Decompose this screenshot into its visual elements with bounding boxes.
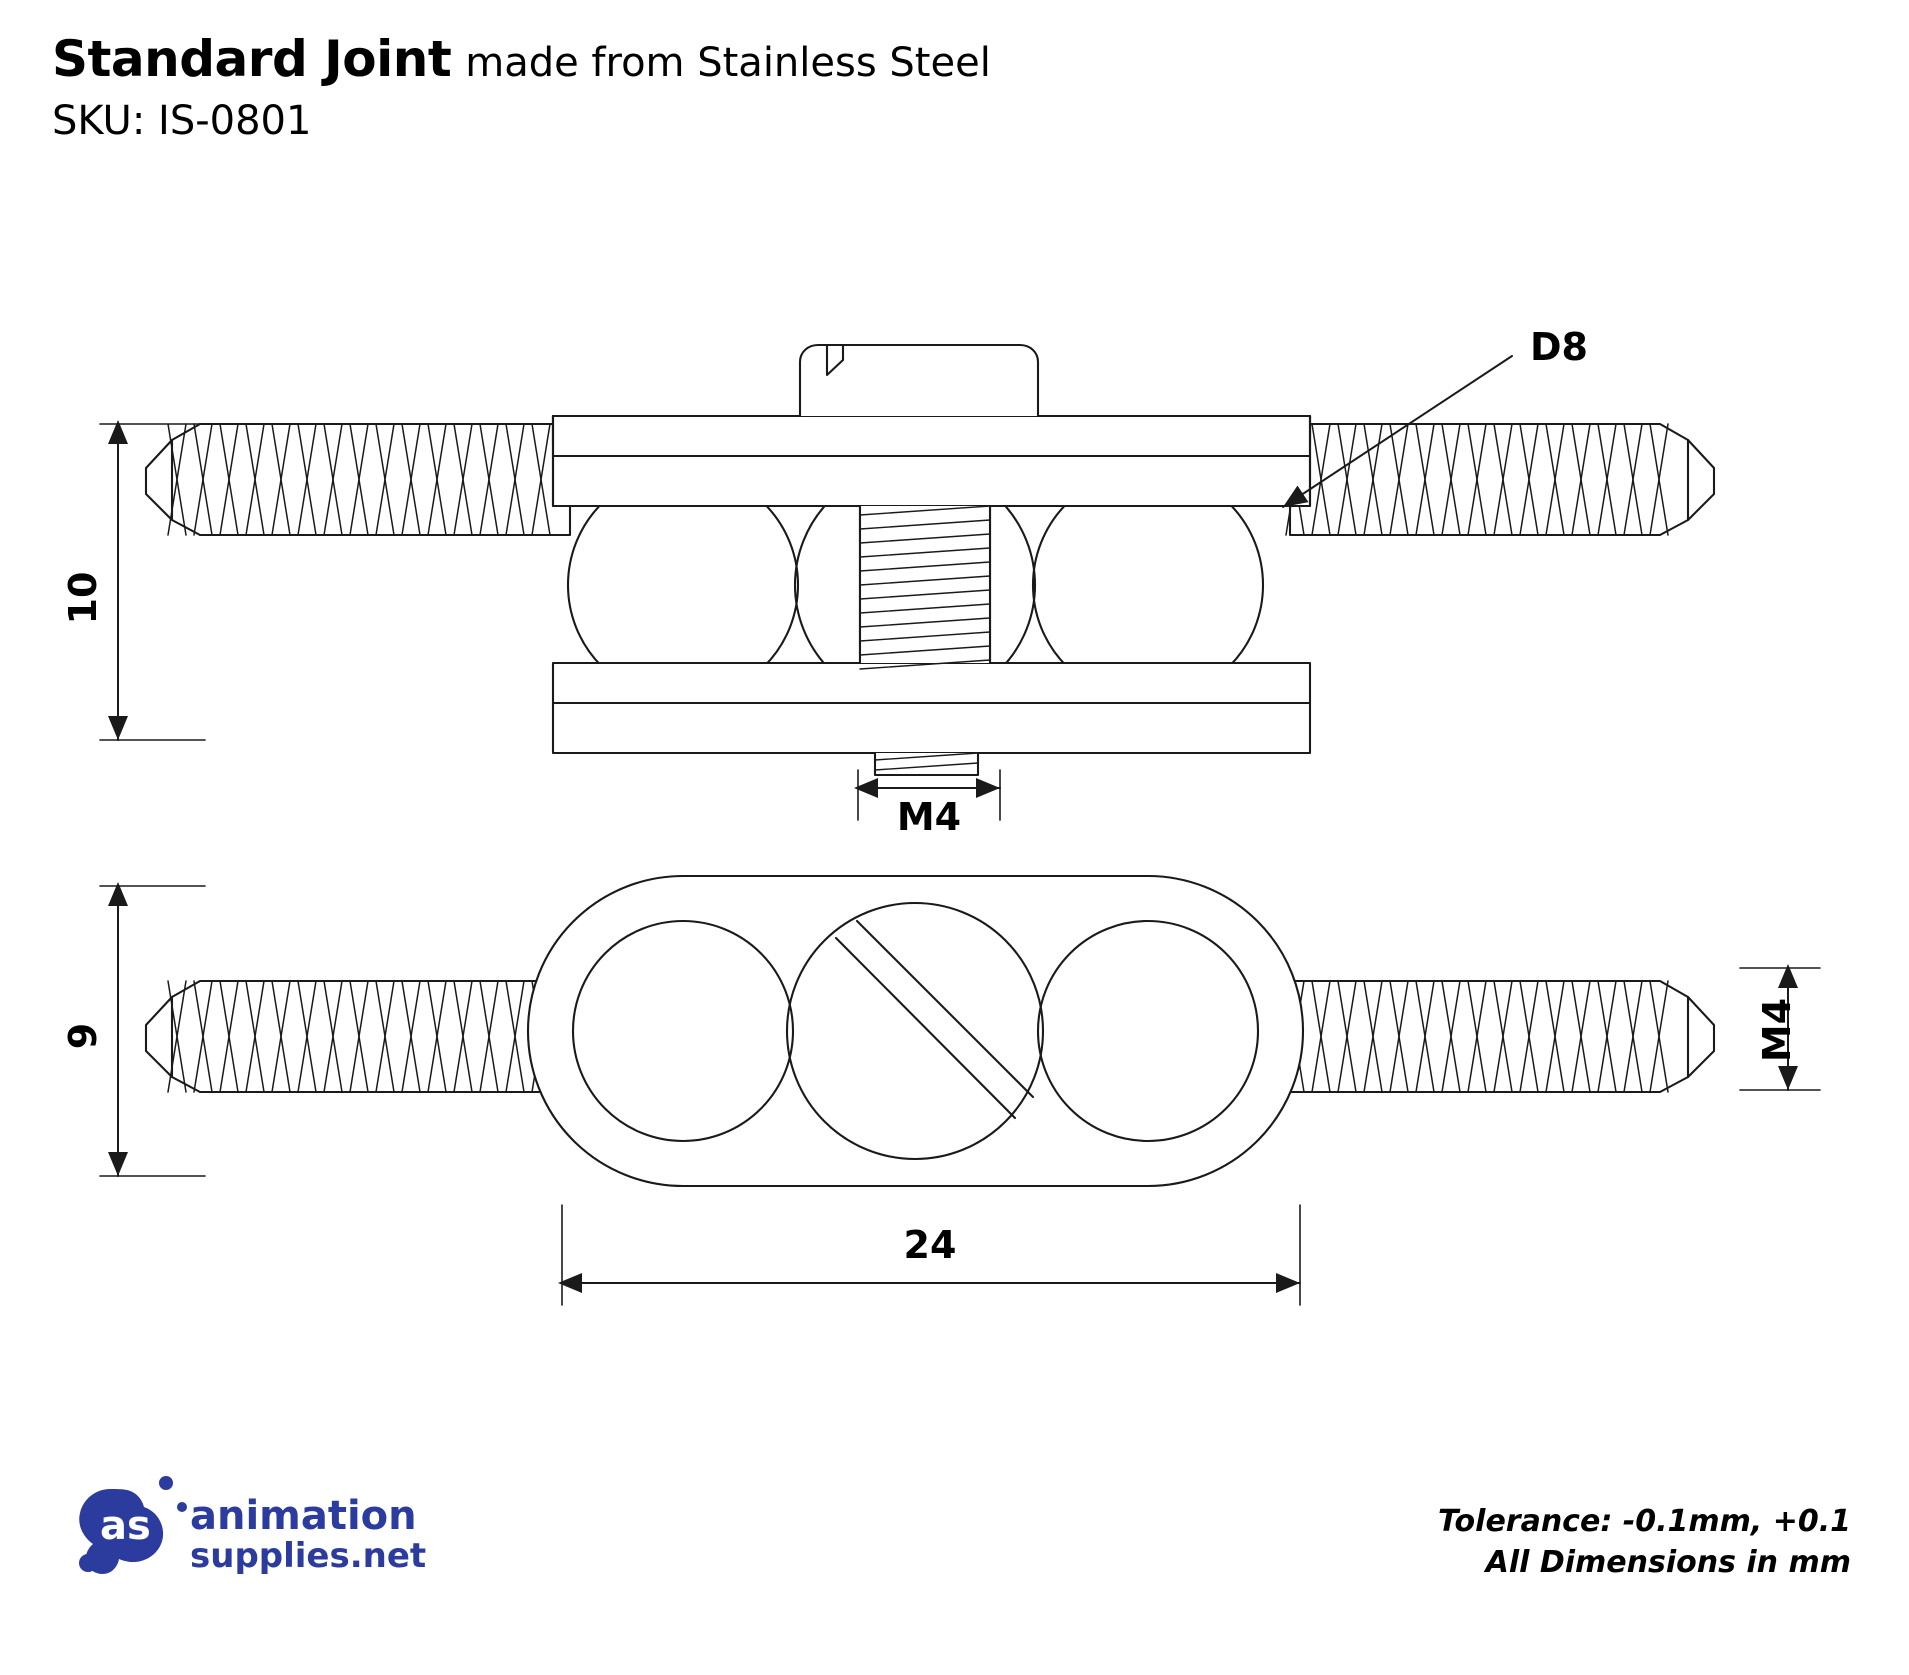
logo-mark-letters — [100, 1503, 151, 1549]
right-thread-stud-plan — [1286, 981, 1714, 1092]
body-outline-plan — [528, 876, 1303, 1186]
dimension-height-10 — [100, 424, 205, 740]
dim-label-height-plan: 9 — [61, 1022, 105, 1050]
dim-label-height-front: 10 — [61, 571, 105, 625]
logo-brand-line1: animation — [190, 1493, 417, 1539]
front-elevation-view — [100, 345, 1714, 820]
tolerance-note: Tolerance: -0.1mm, +0.1 — [1437, 1504, 1851, 1539]
svg-text:as: as — [100, 1503, 151, 1549]
leader-label-d8: D8 — [1530, 325, 1588, 369]
dim-label-thread-side: M4 — [1755, 997, 1799, 1063]
left-thread-stud-front — [146, 424, 570, 535]
right-thread-stud-front — [1286, 424, 1714, 535]
screw-head-front — [800, 345, 1038, 416]
sku-label: SKU: IS-0801 — [52, 98, 312, 144]
dimension-height-9 — [100, 886, 205, 1176]
left-thread-stud-plan — [146, 981, 570, 1092]
units-note: All Dimensions in mm — [1485, 1544, 1851, 1580]
lower-plate-front — [553, 663, 1310, 753]
dim-label-thread-center: M4 — [896, 795, 962, 839]
center-thread-front — [860, 506, 990, 669]
plan-view — [100, 876, 1820, 1305]
logo-brand-line2: supplies.net — [190, 1536, 427, 1576]
screw-tail-front — [875, 753, 978, 775]
footer-notes — [1438, 1502, 1851, 1583]
material-subtitle: made from Stainless Steel — [465, 40, 991, 86]
logo — [70, 1467, 490, 1597]
upper-plate-front — [553, 416, 1310, 506]
page-title: Standard Joint — [52, 30, 452, 88]
dim-label-length: 24 — [903, 1223, 957, 1267]
